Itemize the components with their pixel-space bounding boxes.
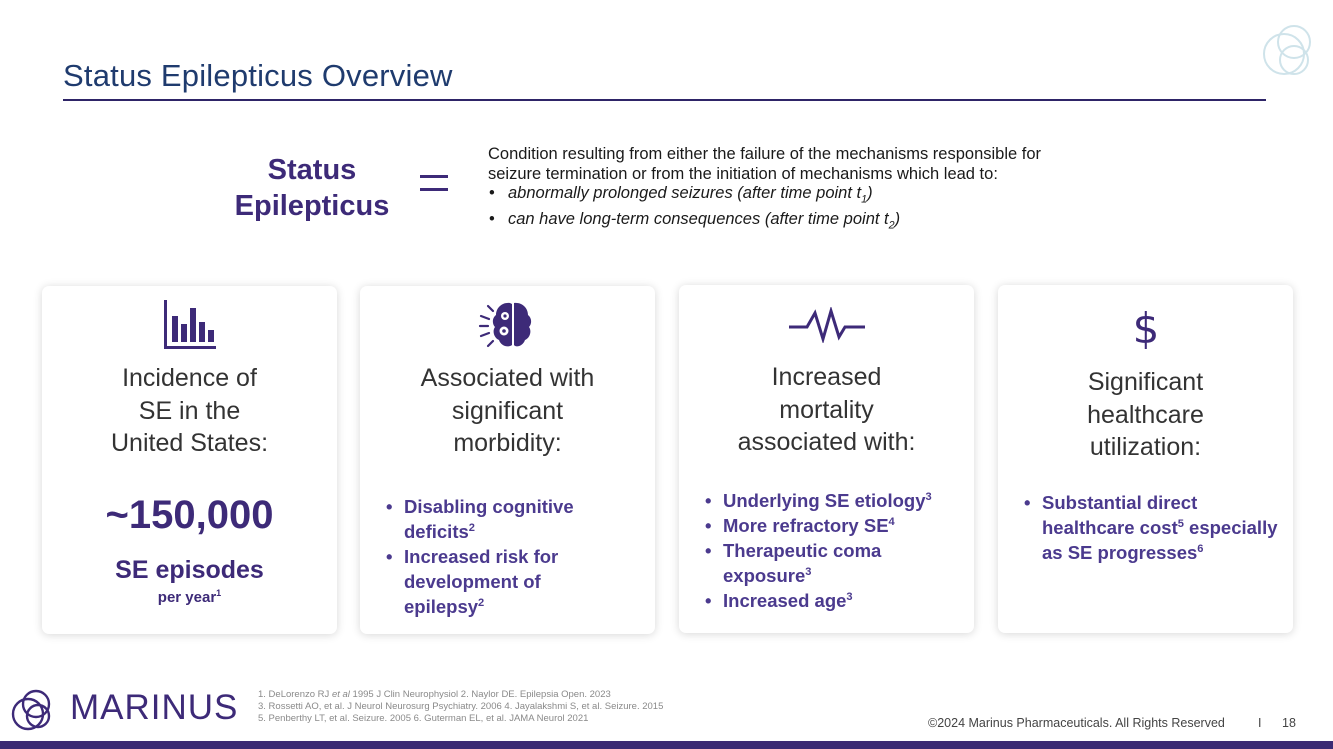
definition-term bbox=[222, 152, 402, 224]
card-bullets bbox=[703, 488, 964, 613]
reference-line: 1. DeLorenzo RJ et al 1995 J Clin Neurophysiol 2. Naylor DE. Epilepsia Open. 2023 bbox=[258, 689, 611, 700]
marinus-logo-icon bbox=[8, 686, 56, 732]
brain-gear-icon bbox=[478, 298, 538, 352]
svg-text:$: $ bbox=[1132, 304, 1159, 353]
definition-bullet: • abnormally prolonged seizures (after time point $t_1$) bbox=[488, 184, 1148, 210]
card-heading: Significant healthcare utilization: bbox=[1087, 368, 1204, 461]
page-title: Status Epilepticus Overview bbox=[63, 58, 453, 93]
references bbox=[258, 689, 663, 726]
card-incidence bbox=[42, 286, 337, 634]
definition-bullet: • can have long-term consequences (after time point $t_2$) bbox=[488, 210, 1148, 236]
list-item: • Underlying SE etiology$^3$ bbox=[703, 488, 964, 513]
brand-logo bbox=[8, 684, 248, 732]
definition-line1: Condition resulting from either the failure of the mechanisms responsible for bbox=[488, 145, 1042, 163]
incidence-value: ~150,000 bbox=[105, 493, 274, 537]
card-healthcare bbox=[998, 285, 1293, 633]
definition-term-line2: Epilepticus bbox=[234, 190, 390, 222]
list-item: • Therapeutic coma exposure$^3$ bbox=[703, 538, 964, 588]
brand-name: MARINUS bbox=[70, 688, 239, 727]
bottom-bar bbox=[0, 741, 1333, 749]
copyright: ©2024 Marinus Pharmaceuticals. All Rights Reserved bbox=[928, 716, 1225, 730]
list-item: • Substantial direct healthcare cost$^5$ especially as SE progresses$^6$ bbox=[1022, 490, 1283, 565]
card-morbidity bbox=[360, 286, 655, 634]
bar-chart-icon bbox=[162, 296, 218, 352]
page-number: 18 bbox=[1282, 716, 1296, 730]
heartbeat-icon bbox=[785, 307, 869, 343]
corner-circles-icon bbox=[1260, 18, 1316, 80]
card-bullets bbox=[384, 494, 645, 619]
equals-icon bbox=[412, 163, 452, 203]
episodes-label: SE episodes bbox=[115, 556, 264, 584]
definition-bullets bbox=[488, 184, 1148, 236]
card-heading: Associated with significant morbidity: bbox=[420, 364, 595, 457]
list-item: • Increased risk for development of epilepsy$^2$ bbox=[384, 544, 645, 619]
list-item: • Increased age$^3$ bbox=[703, 588, 964, 613]
reference-line: 5. Penberthy LT, et al. Seizure. 2005 6. Guterman EL, et al. JAMA Neurol 2021 bbox=[258, 713, 589, 725]
per-year-label: per year$^1$ bbox=[157, 588, 222, 606]
reference-line: 3. Rossetti AO, et al. J Neurol Neurosurg Psychiatry. 2006 4. Jayalakshmi S, et al. Seizure. 2015 bbox=[258, 701, 664, 713]
definition-term-line1: Status bbox=[267, 154, 357, 186]
dollar-icon bbox=[1126, 301, 1166, 353]
definition-line2: seizure termination or from the initiation of mechanisms which lead to: bbox=[488, 164, 998, 183]
card-heading: Increased mortality associated with: bbox=[737, 363, 916, 456]
card-bullets bbox=[1022, 490, 1283, 565]
footer-separator: I bbox=[1258, 716, 1262, 730]
list-item: • More refractory $SE^4$ bbox=[703, 513, 964, 538]
list-item: • Disabling cognitive deficits$^2$ bbox=[384, 494, 645, 544]
card-mortality bbox=[679, 285, 974, 633]
title-divider bbox=[63, 99, 1266, 101]
card-heading: Incidence of SE in the United States: bbox=[110, 364, 269, 457]
definition-text bbox=[488, 145, 1148, 236]
